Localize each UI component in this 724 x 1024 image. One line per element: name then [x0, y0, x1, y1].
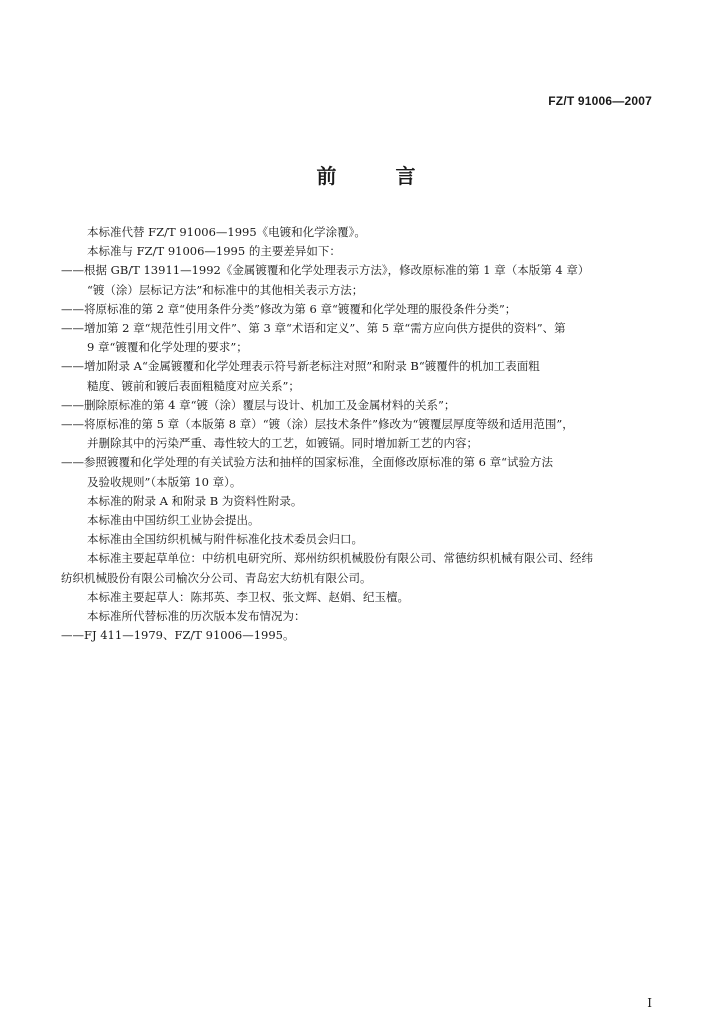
foreword-body [61, 223, 662, 645]
page-number: I [647, 996, 652, 1010]
paragraph-history-intro: 本标准所代替标准的历次版本发布情况为： [87, 609, 306, 624]
paragraph-proposed-by: 本标准由中国纺织工业协会提出。 [87, 513, 260, 528]
paragraph-drafting-units: 本标准主要起草单位：中纺机电研究所、郑州纺织机械股份有限公司、常德纺织机械有限公司、经纬 [87, 551, 593, 566]
paragraph-drafting-units-cont: 纺织机械股份有限公司榆次分公司、青岛宏大纺机有限公司。 [61, 570, 372, 585]
list-item-line: ——删除原标准的第 4 章“镀（涂）覆层与设计、机加工及金属材料的关系”； [61, 397, 456, 412]
list-item [61, 453, 662, 491]
list-item-continuation: “镀（涂）层标记方法”和标准中的其他相关表示方法； [87, 282, 364, 297]
page-title: 前 言 [316, 164, 442, 188]
paragraph-drafters: 本标准主要起草人：陈邦英、李卫权、张文辉、赵娟、纪玉檀。 [87, 589, 409, 604]
list-item-line: ——根据 GB/T 13911—1992《金属镀覆和化学处理表示方法》，修改原标准的第 1 章（本版第 4 章） [61, 263, 590, 278]
paragraph-replaces: 本标准代替 FZ/T 91006—1995《电镀和化学涂覆》。 [87, 225, 366, 239]
list-item-line: ——参照镀覆和化学处理的有关试验方法和抽样的国家标准，全面修改原标准的第 6 章“试验方法 [61, 455, 554, 470]
paragraph-centralized-by: 本标准由全国纺织机械与附件标准化技术委员会归口。 [87, 532, 363, 547]
list-item-line: ——将原标准的第 2 章“使用条件分类”修改为第 6 章“镀覆和化学处理的服役条件分类”； [61, 301, 517, 316]
list-item [61, 300, 662, 319]
paragraph-differences-intro: 本标准与 FZ/T 91006—1995 的主要差异如下： [87, 244, 341, 259]
paragraph-history: ——FJ 411—1979、FZ/T 91006—1995。 [61, 628, 295, 643]
paragraph-annexes: 本标准的附录 A 和附录 B 为资料性附录。 [87, 493, 303, 508]
list-item [61, 319, 662, 357]
list-item-continuation: 及验收规则”（本版第 10 章）。 [87, 474, 242, 489]
list-item-continuation: 糙度、镀前和镀后表面粗糙度对应关系”； [87, 378, 300, 393]
list-item [61, 396, 662, 415]
standard-code: FZ/T 91006—2007 [548, 94, 652, 108]
list-item [61, 415, 662, 453]
list-item-line: ——将原标准的第 5 章（本版第 8 章）“镀（涂）层技术条件”修改为“镀覆层厚度等级和适用范围”， [61, 417, 574, 432]
list-item-continuation: 并删除其中的污染严重、毒性较大的工艺，如镀镉。同时增加新工艺的内容； [87, 436, 478, 451]
list-item [61, 357, 662, 395]
list-item-line: ——增加第 2 章“规范性引用文件”、第 3 章“术语和定义”、第 5 章“需方应向供方提供的资料”、第 [61, 321, 566, 336]
list-item-line: ——增加附录 A“金属镀覆和化学处理表示符号新老标注对照”和附录 B“镀覆件的机加工表面粗 [61, 359, 540, 374]
list-item [61, 261, 662, 299]
list-item-continuation: 9 章“镀覆和化学处理的要求”； [87, 340, 248, 355]
